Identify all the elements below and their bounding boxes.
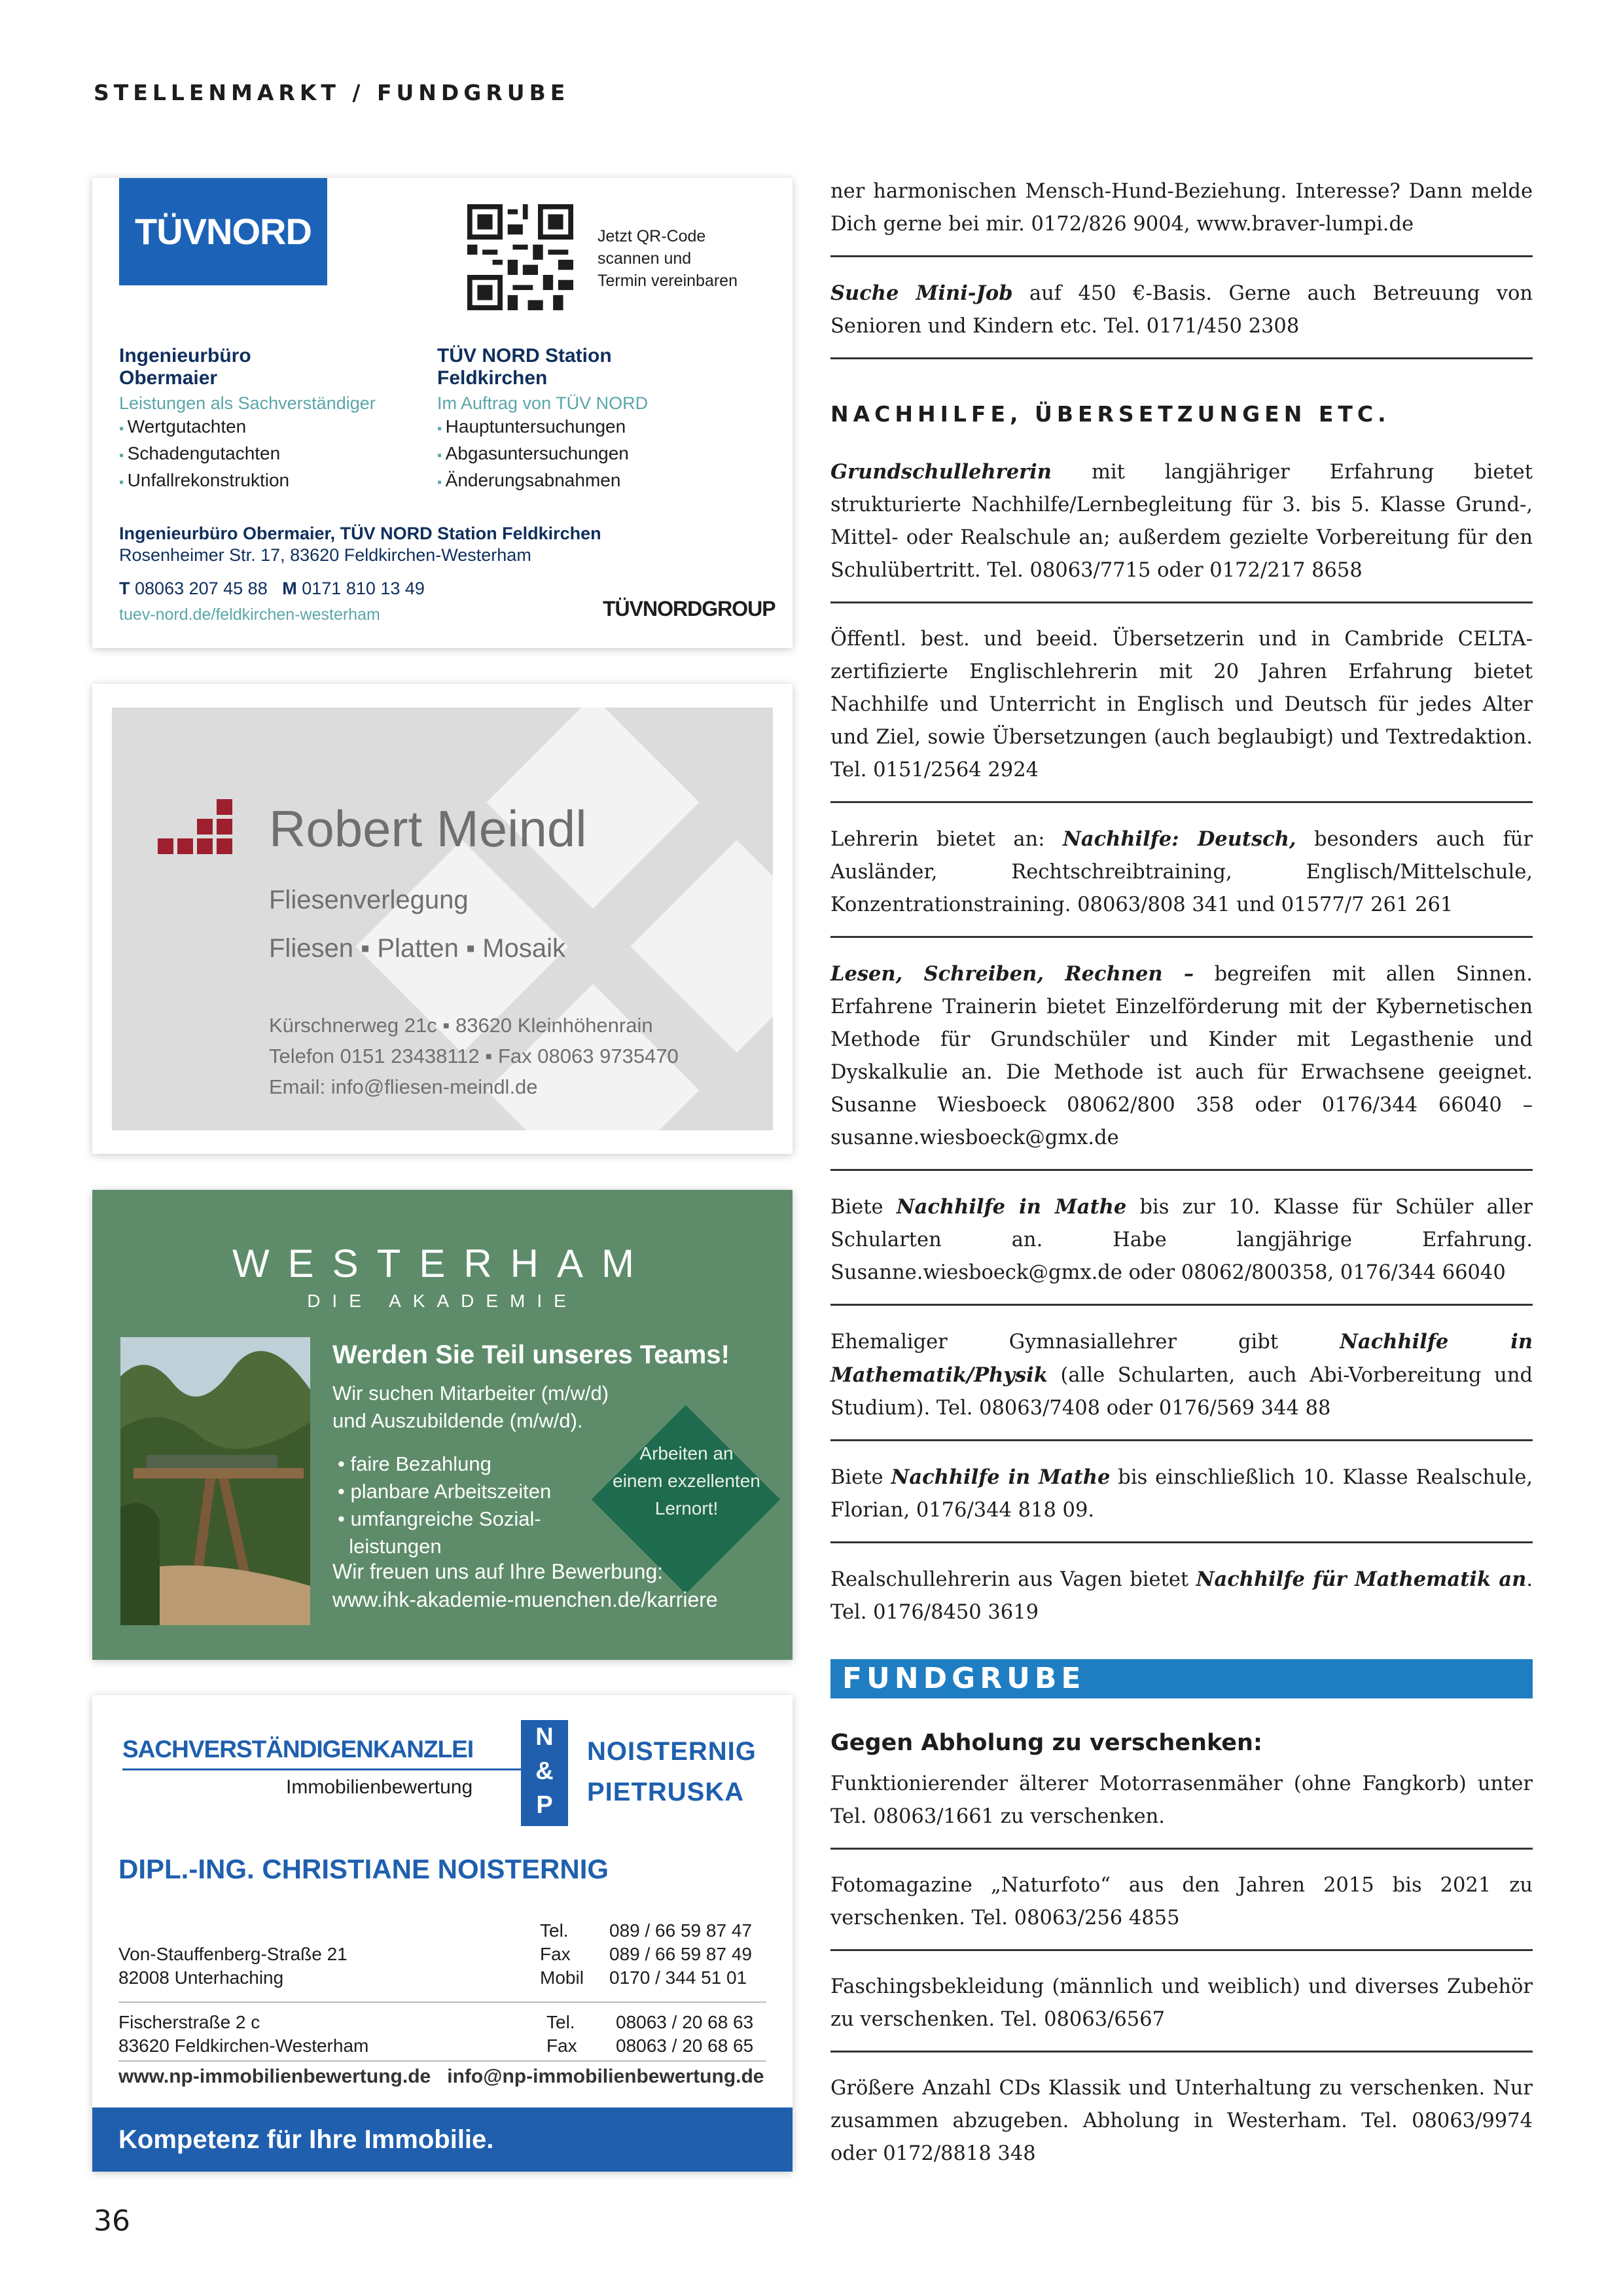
- classified-ad: Biete Nachhilfe in Mathe bis einschließlich 10. Klasse Realschule, Florian, 0176/344 818 09.: [830, 1457, 1533, 1543]
- classified-ad: Lehrerin bietet an: Nachhilfe: Deutsch, besonders auch für Ausländer, Rechtschreibtraining, Englisch/Mittelschule, Konzentrationstraining. 08063/808 341 und 01577/7 261 261: [830, 819, 1533, 938]
- meindl-card: [112, 708, 773, 1130]
- westerham-title: WESTERHAM: [232, 1242, 652, 1285]
- westerham-ad: [92, 1190, 793, 1660]
- obermaier-title: Ingenieurbüro Obermaier: [119, 345, 251, 389]
- meindl-services: Fliesen ▪ Platten ▪ Mosaik: [269, 934, 565, 963]
- westerham-footer-1: Wir freuen uns auf Ihre Bewerbung:: [332, 1560, 664, 1583]
- qr-code-icon[interactable]: [467, 204, 573, 310]
- westerham-intro-2: und Auszubildende (m/w/d).: [332, 1409, 583, 1432]
- office2-street: Fischerstraße 2 c: [118, 2012, 260, 2032]
- classified-ad: Fotomagazine „Naturfoto“ aus den Jahren 2015 bis 2021 zu verschenken. Tel. 08063/256 4855: [830, 1865, 1533, 1951]
- office2-numbers: 08063 / 20 68 63 08063 / 20 68 65: [616, 2012, 754, 2056]
- classified-ad: Lesen, Schreiben, Rechnen – begreifen mit allen Sinnen. Erfahrene Trainerin bietet Einzelförderung mit der Kybernetischen Methode für Grundschüler und Kinder mit Legasthenie und Dyskalkulie an. Die Methode ist auch für Erwachsene geeignet. Susanne Wiesboeck 08062/800 358 oder 0176/344 66040 – susanne.wiesboeck@gmx.de: [830, 954, 1533, 1171]
- classified-ad: Größere Anzahl CDs Klassik und Unterhaltung zu verschenken. Nur zusammen abzugeben. Abholung in Westerham. Tel. 08063/9974 oder 0172/8818 348: [830, 2077, 1533, 2165]
- phone-m[interactable]: 0171 810 13 49: [302, 579, 425, 598]
- np-right-1: NOISTERNIG: [587, 1737, 757, 1766]
- np-left-subtitle: Immobilienbewertung: [286, 1776, 473, 1798]
- list-item: • faire Bezahlung: [338, 1452, 491, 1475]
- np-badge-logo: N & P: [521, 1720, 568, 1826]
- office1-city: 82008 Unterhaching: [118, 1967, 284, 1988]
- tuev-footer-name: Ingenieurbüro Obermaier, TÜV NORD Station Feldkirchen: [119, 524, 601, 543]
- phone-t-label: T: [119, 579, 130, 598]
- westerham-subtitle: DIE AKADEMIE: [307, 1291, 578, 1311]
- tuev-station-column: [437, 345, 745, 495]
- tuev-phones: [119, 579, 774, 599]
- page-number: 36: [94, 2204, 130, 2238]
- classified-ad: Ehemaliger Gymnasiallehrer gibt Nachhilfe in Mathematik/Physik (alle Schularten, auch Abi-Vorbereitung und Studium). Tel. 08063/7408 oder 0176/569 344 88: [830, 1321, 1533, 1441]
- fundgrube-section-bar: FUNDGRUBE: [830, 1659, 1533, 1698]
- tuev-station-subtitle: Im Auftrag von TÜV NORD: [437, 393, 649, 413]
- westerham-footer: [332, 1558, 718, 1614]
- tuev-website-link[interactable]: tuev-nord.de/feldkirchen-westerham: [119, 605, 380, 624]
- np-divider: [122, 1768, 522, 1770]
- meindl-name: Robert Meindl: [269, 800, 587, 857]
- list-item: leistungen: [338, 1535, 442, 1558]
- meindl-address: Kürschnerweg 21c ▪ 83620 Kleinhöhenrain: [269, 1014, 653, 1037]
- np-email-link[interactable]: info@np-immobilienbewertung.de: [447, 2066, 764, 2087]
- meindl-email[interactable]: Email: info@fliesen-meindl.de: [269, 1075, 538, 1098]
- treetop-walk-photo: [120, 1337, 310, 1625]
- qr-caption: Jetzt QR-Code scannen und Termin vereinbaren: [597, 227, 738, 290]
- np-left-title: SACHVERSTÄNDIGENKANZLEI: [122, 1736, 474, 1763]
- classified-ad: Realschullehrerin aus Vagen bietet Nachhilfe für Mathematik an. Tel. 0176/8450 3619: [830, 1568, 1533, 1624]
- classified-ad: Biete Nachhilfe in Mathe bis zur 10. Klasse für Schüler aller Schularten an. Habe langjährige Erfahrung. Susanne.wiesboeck@gmx.de oder 08062/800358, 0176/344 66040: [830, 1187, 1533, 1306]
- classified-ad: Öffentl. best. und beeid. Übersetzerin und in Cambride CELTA-zertifizierte Englischlehrerin mit 20 Jahren Erfahrung bietet Nachhilfe und Unterricht in Englisch und Deutsch für jedes Alter und Ziel, sowie Übersetzungen (auch beglaubigt) und Textredaktion. Tel. 0151/2564 2924: [830, 619, 1533, 803]
- office1-labels: Tel. Fax Mobil: [540, 1920, 584, 1988]
- classifieds-column: [830, 171, 1533, 2200]
- office1-numbers: 089 / 66 59 87 47 089 / 66 59 87 49 0170 / 344 51 01: [609, 1920, 752, 1988]
- np-slogan-bar: Kompetenz für Ihre Immobilie.: [92, 2108, 793, 2172]
- list-item: • umfangreiche Sozial-: [338, 1507, 541, 1530]
- np-separator: [118, 2060, 766, 2062]
- office2-city: 83620 Feldkirchen-Westerham: [118, 2036, 369, 2056]
- obermaier-column: [119, 345, 427, 495]
- westerham-careers-link[interactable]: www.ihk-akademie-muenchen.de/karriere: [332, 1588, 718, 1611]
- list-item: ▪ Abgasuntersuchungen: [437, 441, 745, 468]
- list-item: ▪ Änderungsabnahmen: [437, 468, 745, 495]
- np-person-name: DIPL.-ING. CHRISTIANE NOISTERNIG: [118, 1854, 609, 1884]
- list-item: ▪ Schadengutachten: [119, 441, 427, 468]
- list-item: ▪ Hauptuntersuchungen: [437, 414, 745, 441]
- meindl-ad: [92, 684, 793, 1154]
- westerham-intro-1: Wir suchen Mitarbeiter (m/w/d): [332, 1382, 609, 1405]
- classified-ad: Grundschullehrerin mit langjähriger Erfahrung bietet strukturierte Nachhilfe/Lernbegleitung für 3. bis 5. Klasse Grund-, Mittel- oder Realschule an; außerdem gezielte Vorbereitung für den Schulübertritt. Tel. 08063/7715 oder 0172/217 8658: [830, 452, 1533, 603]
- westerham-headline: Werden Sie Teil unseres Teams!: [332, 1340, 730, 1369]
- classified-ad: ner harmonischen Mensch-Hund-Beziehung. Interesse? Dann melde Dich gerne bei mir. 0172/826 9004, www.braver-lumpi.de: [830, 171, 1533, 257]
- np-immobilien-ad: [92, 1695, 793, 2172]
- classified-ad: Faschingsbekleidung (männlich und weiblich) und diverses Zubehör zu verschenken. Tel. 08063/6567: [830, 1967, 1533, 2053]
- tuev-station-title: TÜV NORD Station Feldkirchen: [437, 345, 612, 389]
- tuev-footer-address: Rosenheimer Str. 17, 83620 Feldkirchen-Westerham: [119, 545, 531, 565]
- np-website-link[interactable]: www.np-immobilienbewertung.de: [118, 2066, 431, 2087]
- list-item: ▪ Wertgutachten: [119, 414, 427, 441]
- nachhilfe-section-title: NACHHILFE, ÜBERSETZUNGEN ETC.: [830, 401, 1391, 427]
- office1-street: Von-Stauffenberg-Straße 21: [118, 1944, 348, 1964]
- office2-labels: Tel. Fax: [546, 2012, 577, 2056]
- meindl-phone: Telefon 0151 23438112 ▪ Fax 08063 9735470: [269, 1045, 679, 1067]
- classified-ad: Funktionierender älterer Motorrasenmäher (ohne Fangkorb) unter Tel. 08063/1661 zu verschenken.: [830, 1764, 1533, 1850]
- tuev-nord-ad: [92, 178, 793, 648]
- obermaier-subtitle: Leistungen als Sachverständiger: [119, 393, 376, 413]
- list-item: • planbare Arbeitszeiten: [338, 1480, 552, 1503]
- westerham-diamond-text: Arbeiten an einem exzellenten Lernort!: [613, 1443, 760, 1518]
- tuev-nord-logo: TÜVNORD: [119, 178, 327, 285]
- tuev-group-logo: TÜVNORDGROUP: [603, 597, 776, 620]
- meindl-trade: Fliesenverlegung: [269, 886, 469, 914]
- np-contact-line: [118, 2066, 764, 2088]
- classified-ad: Suche Mini-Job auf 450 €-Basis. Gerne auch Betreuung von Senioren und Kindern etc. Tel. 0171/450 2308: [830, 273, 1533, 359]
- list-item: ▪ Unfallrekonstruktion: [119, 468, 427, 495]
- np-right-2: PIETRUSKA: [587, 1778, 745, 1806]
- section-header: STELLENMARKT / FUNDGRUBE: [94, 80, 570, 105]
- phone-t[interactable]: 08063 207 45 88: [135, 579, 268, 598]
- np-separator: [118, 2001, 766, 2003]
- phone-m-label: M: [282, 579, 297, 598]
- fundgrube-subheading: Gegen Abholung zu verschenken:: [830, 1730, 1262, 1756]
